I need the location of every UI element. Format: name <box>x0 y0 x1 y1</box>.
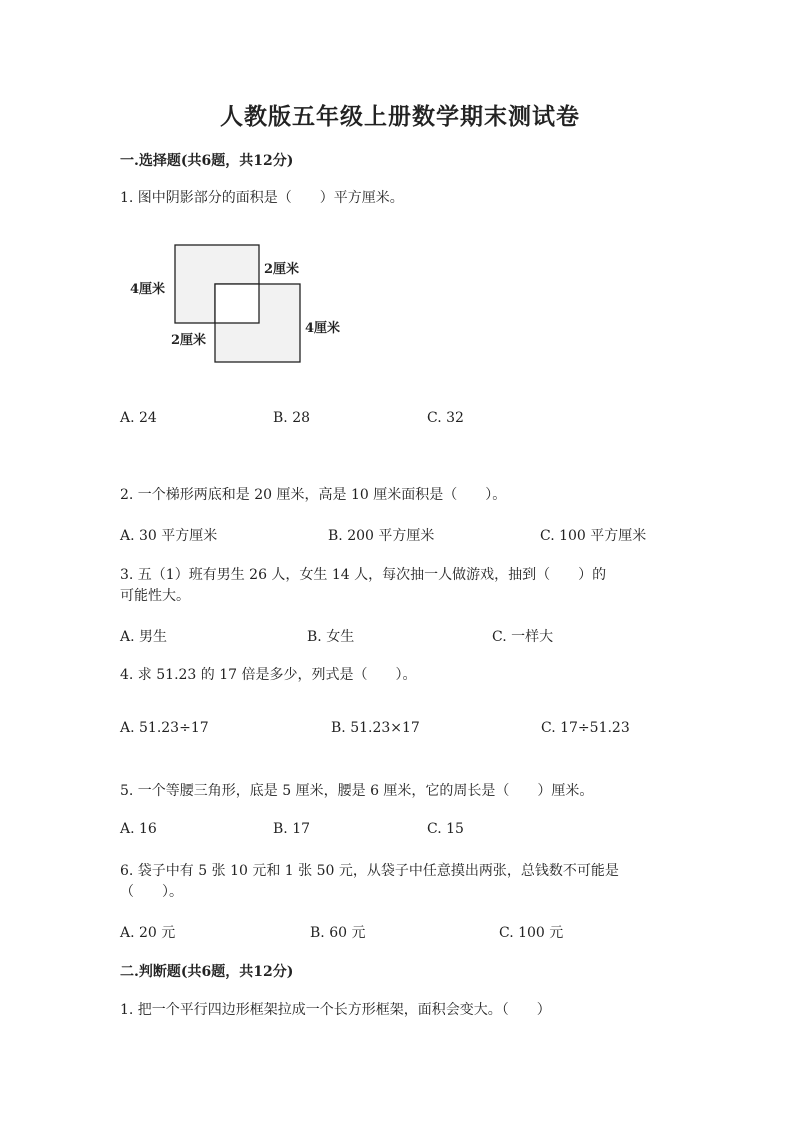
q4-option-a: A. 51.23÷17 <box>120 720 209 736</box>
section-heading-choice: 一.选择题(共6题，共12分) <box>120 153 294 169</box>
page-title: 人教版五年级上册数学期末测试卷 <box>220 103 580 130</box>
q2-option-b: B. 200 平方厘米 <box>328 528 435 544</box>
q5-option-a: A. 16 <box>120 821 157 837</box>
q5-option-c: C. 15 <box>427 821 464 837</box>
q6-option-b: B. 60 元 <box>310 925 366 941</box>
figure-label-bottom-left: 2厘米 <box>171 333 207 348</box>
question-5-text: 5. 一个等腰三角形，底是 5 厘米，腰是 6 厘米，它的周长是（ ）厘米。 <box>120 783 594 799</box>
q4-option-b: B. 51.23×17 <box>331 720 420 736</box>
figure-label-left: 4厘米 <box>130 282 166 297</box>
question-1-text: 1. 图中阴影部分的面积是（ ）平方厘米。 <box>120 190 404 206</box>
q3-option-c: C. 一样大 <box>492 629 554 645</box>
question-1-figure <box>120 235 360 375</box>
overlap-square <box>215 284 259 323</box>
q6-option-c: C. 100 元 <box>499 925 564 941</box>
question-4-text: 4. 求 51.23 的 17 倍是多少，列式是（ ）。 <box>120 667 417 683</box>
figure-label-right: 4厘米 <box>305 321 341 336</box>
q1-option-c: C. 32 <box>427 410 464 426</box>
q3-option-b: B. 女生 <box>307 629 355 645</box>
section-heading-judge: 二.判断题(共6题，共12分) <box>120 964 294 980</box>
q1-option-b: B. 28 <box>273 410 311 426</box>
q2-option-a: A. 30 平方厘米 <box>120 528 218 544</box>
q1-option-a: A. 24 <box>120 410 157 426</box>
q2-option-c: C. 100 平方厘米 <box>540 528 647 544</box>
question-3-text-line2: 可能性大。 <box>120 588 190 604</box>
question-6-text-line1: 6. 袋子中有 5 张 10 元和 1 张 50 元，从袋子中任意摸出两张，总钱数不可能是 <box>120 863 619 879</box>
q3-option-a: A. 男生 <box>120 629 168 645</box>
q6-option-a: A. 20 元 <box>120 925 176 941</box>
q4-option-c: C. 17÷51.23 <box>541 720 630 736</box>
judge-question-1-text: 1. 把一个平行四边形框架拉成一个长方形框架，面积会变大。（ ） <box>120 1002 551 1018</box>
question-3-text-line1: 3. 五（1）班有男生 26 人，女生 14 人，每次抽一人做游戏，抽到（ ）的 <box>120 567 607 583</box>
question-2-text: 2. 一个梯形两底和是 20 厘米，高是 10 厘米面积是（ ）。 <box>120 487 507 503</box>
question-6-text-line2: （ ）。 <box>120 884 183 900</box>
figure-label-top-right: 2厘米 <box>264 262 300 277</box>
q5-option-b: B. 17 <box>273 821 311 837</box>
